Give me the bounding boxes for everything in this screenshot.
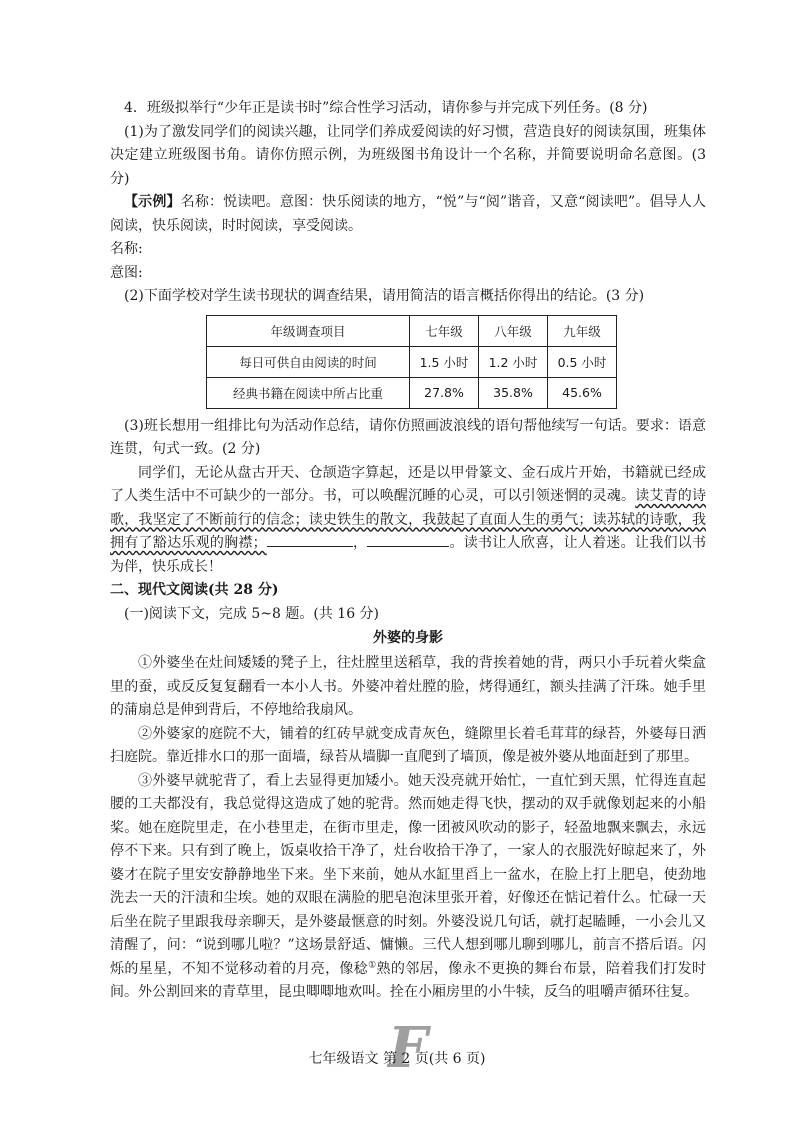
answer-blank-1[interactable] — [267, 534, 353, 547]
parallel-paragraph — [110, 462, 706, 580]
answer-blank-2[interactable] — [367, 534, 449, 547]
q4-task-1: (1)为了激发同学们的阅读兴趣，让同学们养成爱阅读的好习惯，营造良好的阅读氛围，班集体决定建立班级图书角。请你仿照示例，为班级图书角设计一个名称，并简要说明命名意图。(3 分) — [110, 123, 706, 187]
survey-table — [206, 315, 617, 409]
watermark-letter: F — [388, 1015, 428, 1081]
table-cell: 经典书籍在阅读中所占比重 — [207, 377, 410, 408]
table-cell: 0.5 小时 — [548, 346, 617, 377]
table-row — [207, 377, 617, 408]
article-paragraph-3 — [110, 770, 706, 1005]
section-heading: 二、现代文阅读(共 28 分) — [110, 582, 279, 598]
example-label: 【示例】 — [124, 194, 181, 210]
table-cell: 1.5 小时 — [410, 346, 479, 377]
table-cell: 45.6% — [548, 377, 617, 408]
intent-answer-line[interactable]: 意图: — [110, 264, 143, 281]
article-paragraph-1: ①外婆坐在灶间矮矮的凳子上，往灶膛里送稻草，我的背挨着她的背，两只小手玩着火柴盒里的蚕，或反反复复翻看一本小人书。外婆冲着灶膛的脸，烤得通红，额头挂满了汗珠。她手里的蒲扇总是伸到背后，不停地给我扇风。 — [110, 655, 706, 718]
page-footer: 七年级语文 第 2 页(共 6 页) — [308, 1051, 486, 1067]
table-header-cell: 八年级 — [479, 315, 548, 346]
footnote-marker: ① — [368, 959, 377, 970]
section-subheading: (一)阅读下文，完成 5~8 题。(共 16 分) — [124, 605, 380, 622]
exam-page — [110, 97, 706, 1005]
table-cell: 每日可供自由阅读的时间 — [207, 346, 410, 377]
paragraph-3-part-b: 熟的邻居，像永不更换的舞台布景，陪着我们打发时间。外公割回来的青草里，昆虫唧唧地欢叫。拴在小厢房里的小牛犊，反刍的咀嚼声循环往复。 — [110, 960, 707, 1000]
table-cell: 27.8% — [410, 377, 479, 408]
example-text: 名称：悦读吧。意图：快乐阅读的地方，“悦”与“阅”谐音，又意“阅读吧”。倡导人人阅读，快乐阅读，时时阅读，享受阅读。 — [110, 194, 706, 234]
q4-task-3: (3)班长想用一组排比句为活动作总结，请你仿照画波浪线的语句帮他续写一句话。要求：语意连贯，句式一致。(2 分) — [110, 417, 706, 457]
paragraph-end: 。读书让人欣喜，让人着迷。让我们以书为伴，快乐成长！ — [110, 535, 707, 575]
paragraph-3-part-a: ③外婆早就驼背了，看上去显得更加矮小。她天没亮就开始忙，一直忙到天黑，忙得连直起腰的工夫都没有，我总觉得这造成了她的驼背。然而她走得飞快，摆动的双手就像划起来的小船桨。她在庭院里走，在小巷里走，在街市里走，像一团被风吹动的影子，轻盈地飘来飘去，永远停不下来。只有到了晚上，饭桌收拾干净了，灶台收拾干净了，一家人的衣服洗好晾起来了，外婆才在院子里安安静静地坐下来。坐下来前，她从水缸里舀上一盆水，在脸上打上肥皂，使劲地洗去一天的汗渍和尘埃。她的双眼在满脸的肥皂泡沫里张开着，好像还在惦记着什么。忙碌一天后坐在院子里跟我母亲聊天，是外婆最惬意的时刻。外婆没说几句话，就打起瞌睡，一小会儿又清醒了，问：“说到哪儿啦？”这场景舒适、慵懒。三代人想到哪儿聊到哪儿，前言不搭后语。闪烁的星星，不知不觉移动着的月亮，像稔 — [110, 772, 706, 977]
name-answer-line[interactable]: 名称: — [110, 241, 143, 257]
table-header-cell: 九年级 — [548, 315, 617, 346]
table-header-row — [207, 315, 617, 346]
table-cell: 35.8% — [479, 377, 548, 408]
blank-separator: ， — [352, 535, 368, 551]
article-paragraph-2: ②外婆家的庭院不大，铺着的红砖早就变成青灰色，缝隙里长着毛茸茸的绿苔，外婆每日洒扫庭院。靠近排水口的那一面墙，绿苔从墙脚一直爬到了墙顶，像是被外婆从地面赶到了那里。 — [110, 725, 706, 765]
table-cell: 1.2 小时 — [479, 346, 548, 377]
table-header-cell: 七年级 — [410, 315, 479, 346]
table-row — [207, 346, 617, 377]
paragraph-start: 同学们，无论从盘古开天、仓颉造字算起，还是以甲骨篆文、金石成片开始，书籍就已经成了人类生活中不可缺少的一部分。书，可以唤醒沉睡的心灵，可以引领迷惘的灵魂。 — [110, 464, 706, 504]
q4-task-2: (2)下面学校对学生读书现状的调查结果，请用简洁的语言概括你得出的结论。(3 分) — [124, 288, 645, 304]
article-title: 外婆的身影 — [373, 630, 443, 646]
table-header-cell: 年级调查项目 — [207, 315, 410, 346]
q4-example — [110, 191, 706, 238]
q4-heading: 4．班级拟举行“少年正是读书时”综合性学习活动，请你参与并完成下列任务。(8 分) — [124, 100, 648, 116]
wavy-underlined-text: 读艾青的诗歌，我坚定了不断前行的信念；读史铁生的散文，我鼓起了直面人生的勇气；读苏轼的诗歌，我拥有了豁达乐观的胸襟； — [110, 488, 706, 551]
